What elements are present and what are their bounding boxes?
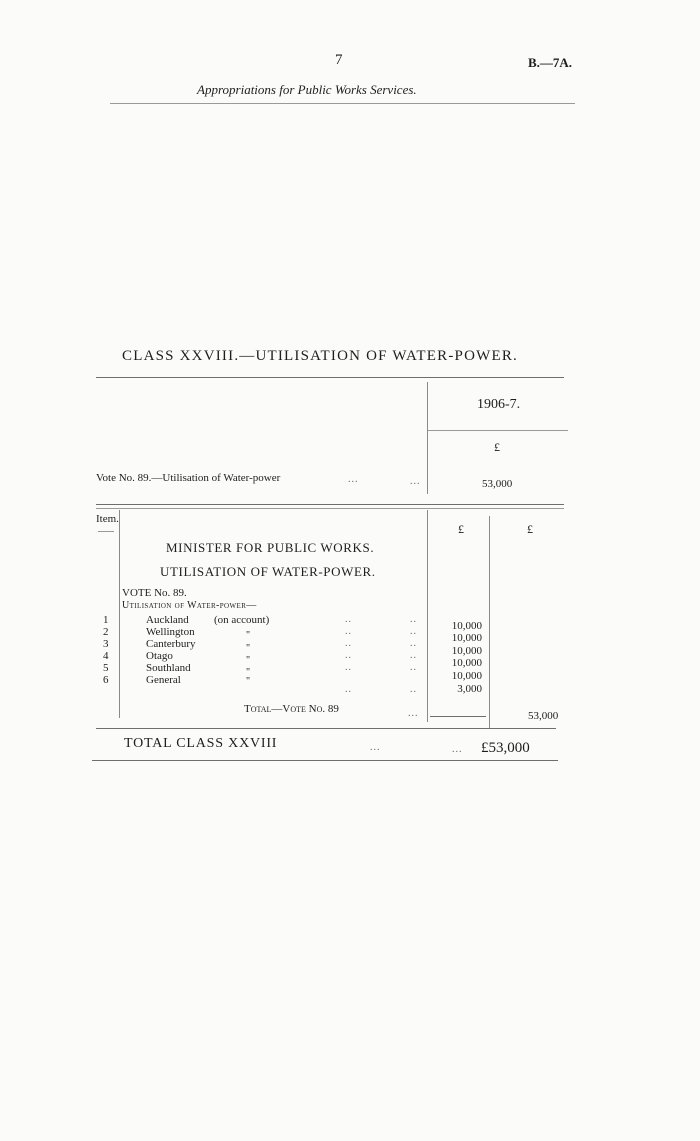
item-heading-underline (98, 531, 114, 532)
column-1-currency: £ (458, 522, 464, 536)
detail-top-rule (96, 504, 564, 505)
vote-total-label: Total—Vote No. 89 (244, 703, 339, 715)
class-total-bottom-rule (92, 760, 558, 761)
item-number: 3 (103, 638, 109, 650)
item-number: 6 (103, 674, 109, 686)
summary-vote-amount: 53,000 (482, 478, 513, 490)
item-amount: 10,000 (451, 632, 482, 644)
vote-heading: VOTE No. 89. (122, 587, 187, 599)
vote-total-amount: 53,000 (528, 710, 559, 722)
summary-leaders-2: ... (410, 476, 421, 487)
vote-total-leaders: ... (408, 708, 419, 719)
class-total-leaders: ... (370, 742, 381, 753)
item-label: General (146, 674, 181, 686)
item-leaders-2: .. (410, 638, 417, 649)
item-column-divider (119, 510, 120, 718)
running-title: Appropriations for Public Works Services. (197, 82, 417, 97)
detail-top-rule-2 (96, 508, 564, 509)
year-heading: 1906-7. (477, 397, 521, 412)
year-heading-rule (428, 430, 568, 431)
class-total-label: TOTAL CLASS XXVIII (124, 736, 278, 751)
vote-total-rule (430, 716, 486, 717)
item-note: " (246, 667, 251, 678)
item-label: Otago (146, 650, 173, 662)
item-leaders-2: .. (410, 626, 417, 637)
header-rule (110, 103, 575, 104)
item-label: Auckland (146, 614, 189, 626)
item-number: 2 (103, 626, 109, 638)
class-total-leaders-2: ... (452, 744, 463, 755)
page-number: 7 (335, 52, 343, 68)
item-note: (on account) (214, 614, 270, 626)
amount-column-divider (427, 510, 428, 722)
item-amount: 3,000 (457, 683, 482, 695)
item-amount: 10,000 (451, 620, 482, 632)
item-leaders: .. (345, 626, 352, 637)
item-label: Southland (146, 662, 191, 674)
class-title-rule (96, 377, 564, 378)
item-leaders: .. (345, 662, 352, 673)
item-note: " (246, 630, 251, 641)
ministry-heading: MINISTER FOR PUBLIC WORKS. (166, 540, 375, 555)
item-amount: 10,000 (451, 645, 482, 657)
document-reference: B.—7A. (528, 55, 573, 70)
column-2-currency: £ (527, 522, 533, 536)
item-heading: Item. (96, 513, 119, 525)
item-leaders: .. (345, 614, 352, 625)
item-amount: 10,000 (451, 657, 482, 669)
subhead: Utilisation of Water-power— (122, 600, 257, 611)
total-column-divider (489, 516, 490, 728)
item-leaders-2: .. (410, 662, 417, 673)
item-leaders: .. (345, 650, 352, 661)
item-number: 4 (103, 650, 109, 662)
item-leaders-2: .. (410, 650, 417, 661)
item-note: " (246, 676, 251, 687)
class-total-top-rule (96, 728, 556, 729)
summary-leaders: ... (348, 474, 359, 485)
department-heading: UTILISATION OF WATER-POWER. (160, 564, 376, 579)
item-number: 5 (103, 662, 109, 674)
item-note: " (246, 655, 251, 666)
item-note: " (246, 643, 251, 654)
item-amount: 10,000 (451, 670, 482, 682)
item-label: Canterbury (146, 638, 196, 650)
item-leaders-2: .. (410, 614, 417, 625)
item-number: 1 (103, 614, 109, 626)
summary-currency: £ (494, 440, 500, 454)
item-label: Wellington (146, 626, 195, 638)
class-total-amount: £53,000 (481, 740, 530, 756)
summary-column-divider (427, 382, 428, 494)
item-leaders: .. (345, 684, 352, 695)
item-leaders: .. (345, 638, 352, 649)
summary-vote-label: Vote No. 89.—Utilisation of Water-power (96, 472, 281, 484)
class-title: CLASS XXVIII.—UTILISATION OF WATER-POWER. (122, 348, 518, 364)
item-leaders-2: .. (410, 684, 417, 695)
